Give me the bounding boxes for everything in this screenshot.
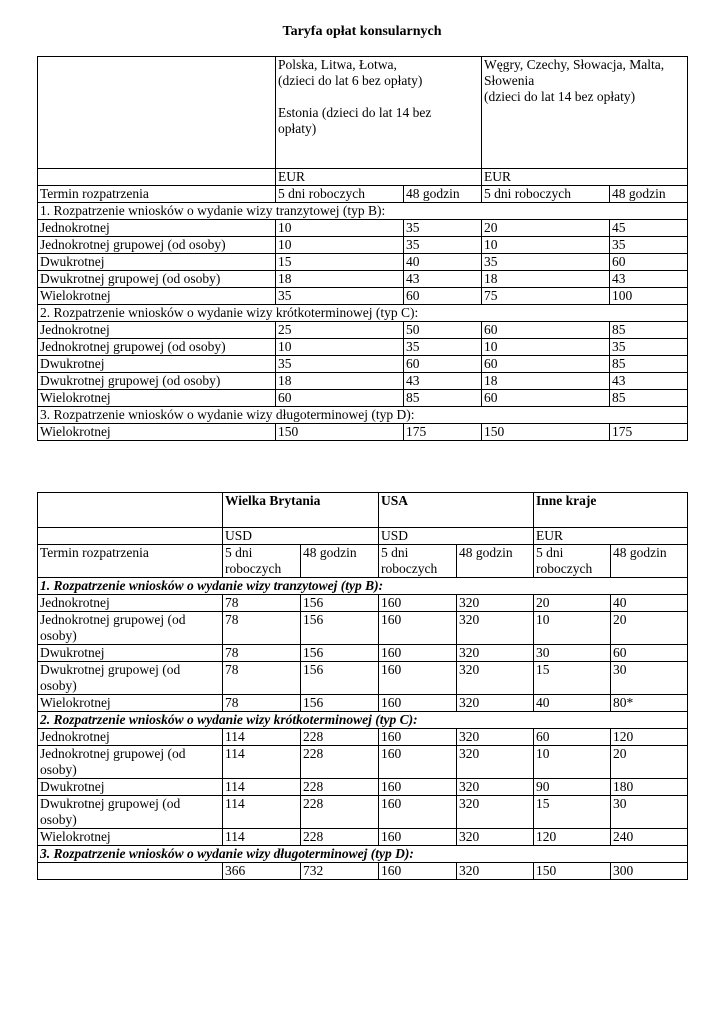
section-title: 1. Rozpatrzenie wniosków o wydanie wizy tranzytowej (typ B): — [38, 578, 688, 595]
empty-currency-label-cell — [38, 169, 276, 186]
fee-cell: 80* — [611, 695, 688, 712]
country-currency: EUR — [534, 528, 688, 545]
table-row — [38, 254, 688, 271]
fee-cell: 78 — [223, 612, 301, 645]
fee-cell: 35 — [482, 254, 610, 271]
fee-cell: 15 — [534, 662, 611, 695]
section-title: 1. Rozpatrzenie wniosków o wydanie wizy tranzytowej (typ B): — [38, 203, 688, 220]
fee-cell: 114 — [223, 829, 301, 846]
fee-cell: 150 — [534, 863, 611, 880]
fee-cell: 78 — [223, 595, 301, 612]
fee-cell: 25 — [276, 322, 404, 339]
fee-cell: 60 — [482, 390, 610, 407]
fee-cell: 75 — [482, 288, 610, 305]
fee-cell: 175 — [610, 424, 688, 441]
table-row — [38, 424, 688, 441]
fee-cell: 114 — [223, 729, 301, 746]
table-row — [38, 339, 688, 356]
fee-cell: 320 — [457, 612, 534, 645]
visa-type-label: Dwukrotnej grupowej (od osoby) — [38, 373, 276, 390]
fee-cell: 228 — [301, 829, 379, 846]
fee-cell: 320 — [457, 829, 534, 846]
visa-type-label-line: Jednokrotnej grupowej (od — [40, 612, 186, 627]
section-title: 2. Rozpatrzenie wniosków o wydanie wizy krótkoterminowej (typ C): — [38, 305, 688, 322]
fee-cell: 150 — [482, 424, 610, 441]
page-title: Taryfa opłat konsularnych — [282, 24, 442, 39]
table-row — [38, 829, 688, 846]
fee-cell: 78 — [223, 645, 301, 662]
fee-cell: 320 — [457, 662, 534, 695]
table-row — [38, 863, 688, 880]
fee-cell: 85 — [610, 356, 688, 373]
col-48h: 48 godzin — [301, 545, 379, 578]
table-row — [38, 271, 688, 288]
group-b-line: Słowenia — [484, 73, 535, 88]
fee-cell: 320 — [457, 746, 534, 779]
col-5dni-line: 5 dni — [225, 545, 253, 560]
fee-cell: 40 — [611, 595, 688, 612]
col-5dni: 5 dni roboczych — [276, 186, 404, 203]
fee-cell: 30 — [611, 662, 688, 695]
fee-cell: 320 — [457, 695, 534, 712]
visa-type-label: Jednokrotnej grupowej (od osoby) — [38, 237, 276, 254]
fee-cell: 35 — [276, 288, 404, 305]
table-row — [38, 322, 688, 339]
visa-type-label — [38, 779, 223, 796]
fee-cell: 15 — [534, 796, 611, 829]
fee-cell: 60 — [610, 254, 688, 271]
table-row — [38, 612, 688, 645]
visa-type-label: Dwukrotnej grupowej (od osoby) — [38, 271, 276, 288]
visa-type-label — [38, 695, 223, 712]
table-row — [38, 220, 688, 237]
visa-type-label — [38, 746, 223, 779]
fee-cell: 320 — [457, 863, 534, 880]
table-row — [38, 779, 688, 796]
fee-cell: 60 — [276, 390, 404, 407]
termin-label: Termin rozpatrzenia — [38, 186, 276, 203]
country-currency: USD — [223, 528, 379, 545]
fee-cell: 120 — [534, 829, 611, 846]
fee-cell: 10 — [482, 237, 610, 254]
fee-cell: 100 — [610, 288, 688, 305]
visa-type-label: Jednokrotnej — [38, 322, 276, 339]
group-b-header — [482, 57, 688, 169]
col-48h: 48 godzin — [457, 545, 534, 578]
group-a-line — [278, 89, 479, 105]
visa-type-label: Jednokrotnej — [38, 220, 276, 237]
fee-cell: 160 — [379, 662, 457, 695]
fee-cell: 85 — [610, 322, 688, 339]
country-header: USA — [379, 493, 534, 528]
group-a-header — [276, 57, 482, 169]
fee-cell: 156 — [301, 595, 379, 612]
fee-cell: 114 — [223, 779, 301, 796]
section-title: 3. Rozpatrzenie wniosków o wydanie wizy długoterminowej (typ D): — [38, 846, 688, 863]
fee-cell: 320 — [457, 729, 534, 746]
visa-type-label-line: Dwukrotnej grupowej (od — [40, 662, 181, 677]
visa-type-label — [38, 645, 223, 662]
fee-cell: 320 — [457, 645, 534, 662]
fee-cell: 35 — [276, 356, 404, 373]
visa-type-label: Wielokrotnej — [38, 390, 276, 407]
visa-type-label — [38, 595, 223, 612]
fee-cell: 320 — [457, 595, 534, 612]
visa-type-label-line: Dwukrotnej grupowej (od — [40, 796, 181, 811]
table-row — [38, 373, 688, 390]
col-5dni: 5 dni roboczych — [482, 186, 610, 203]
fee-cell: 180 — [611, 779, 688, 796]
visa-type-label: Wielokrotnej — [38, 288, 276, 305]
fee-cell: 40 — [534, 695, 611, 712]
fee-cell: 85 — [404, 390, 482, 407]
fee-cell: 40 — [404, 254, 482, 271]
fee-cell: 20 — [611, 746, 688, 779]
col-5dni-line: 5 dni — [536, 545, 564, 560]
fee-cell: 10 — [534, 746, 611, 779]
group-a-line: Polska, Litwa, Łotwa, — [278, 57, 397, 72]
fee-cell: 30 — [534, 645, 611, 662]
fee-cell: 160 — [379, 829, 457, 846]
fee-cell: 20 — [482, 220, 610, 237]
fee-cell: 18 — [482, 271, 610, 288]
fee-cell: 43 — [404, 373, 482, 390]
table-row — [38, 237, 688, 254]
fee-cell: 30 — [611, 796, 688, 829]
fee-cell: 35 — [404, 220, 482, 237]
fee-cell: 156 — [301, 612, 379, 645]
fee-table-neighbors — [37, 56, 688, 441]
visa-type-label — [38, 662, 223, 695]
visa-type-label-line: Jednokrotnej — [40, 729, 110, 744]
visa-type-label: Dwukrotnej — [38, 356, 276, 373]
visa-type-label: Wielokrotnej — [38, 424, 276, 441]
visa-type-label-line — [40, 863, 220, 879]
fee-cell: 10 — [276, 220, 404, 237]
fee-cell: 228 — [301, 779, 379, 796]
fee-cell: 35 — [610, 339, 688, 356]
table1-header-row — [38, 57, 688, 169]
fee-cell: 366 — [223, 863, 301, 880]
fee-cell: 150 — [276, 424, 404, 441]
col-48h: 48 godzin — [610, 186, 688, 203]
visa-type-label: Dwukrotnej — [38, 254, 276, 271]
visa-type-label — [38, 729, 223, 746]
fee-cell: 156 — [301, 695, 379, 712]
table-row — [38, 595, 688, 612]
fee-cell: 300 — [611, 863, 688, 880]
fee-cell: 20 — [534, 595, 611, 612]
fee-cell: 160 — [379, 746, 457, 779]
group-a-line: Estonia (dzieci do lat 14 bez — [278, 105, 432, 120]
fee-cell: 160 — [379, 595, 457, 612]
group-a-currency: EUR — [276, 169, 482, 186]
fee-cell: 156 — [301, 662, 379, 695]
visa-type-label-line: Dwukrotnej — [40, 779, 105, 794]
fee-cell: 228 — [301, 796, 379, 829]
fee-cell: 156 — [301, 645, 379, 662]
empty-corner-cell — [38, 493, 223, 528]
section-title: 3. Rozpatrzenie wniosków o wydanie wizy długoterminowej (typ D): — [38, 407, 688, 424]
col-5dni-line: roboczych — [536, 561, 593, 576]
fee-cell: 160 — [379, 796, 457, 829]
fee-cell: 35 — [610, 237, 688, 254]
fee-cell: 18 — [276, 373, 404, 390]
fee-cell: 18 — [482, 373, 610, 390]
fee-cell: 10 — [276, 237, 404, 254]
fee-cell: 60 — [404, 288, 482, 305]
fee-cell: 43 — [610, 271, 688, 288]
country-header: Wielka Brytania — [223, 493, 379, 528]
fee-cell: 45 — [610, 220, 688, 237]
visa-type-label-line: Wielokrotnej — [40, 695, 111, 710]
table-row — [38, 288, 688, 305]
visa-type-label-line: osoby) — [40, 762, 77, 777]
col-5dni-line: roboczych — [381, 561, 438, 576]
fee-cell: 160 — [379, 645, 457, 662]
col-48h: 48 godzin — [404, 186, 482, 203]
col-48h: 48 godzin — [611, 545, 688, 578]
group-b-currency: EUR — [482, 169, 688, 186]
fee-cell: 320 — [457, 796, 534, 829]
fee-cell: 160 — [379, 779, 457, 796]
group-a-line: (dzieci do lat 6 bez opłaty) — [278, 73, 423, 88]
table-row — [38, 746, 688, 779]
group-b-line: Węgry, Czechy, Słowacja, Malta, — [484, 57, 665, 72]
fee-cell: 732 — [301, 863, 379, 880]
fee-cell: 78 — [223, 695, 301, 712]
fee-cell: 160 — [379, 612, 457, 645]
section-title: 2. Rozpatrzenie wniosków o wydanie wizy krótkoterminowej (typ C): — [38, 712, 688, 729]
group-a-line: opłaty) — [278, 121, 317, 136]
col-5dni-line: roboczych — [225, 561, 282, 576]
fee-cell: 120 — [611, 729, 688, 746]
fee-cell: 114 — [223, 746, 301, 779]
fee-cell: 60 — [482, 322, 610, 339]
fee-cell: 10 — [276, 339, 404, 356]
table-row — [38, 662, 688, 695]
visa-type-label — [38, 829, 223, 846]
country-currency: USD — [379, 528, 534, 545]
fee-cell: 60 — [404, 356, 482, 373]
table-row — [38, 796, 688, 829]
col-5dni-line: 5 dni — [381, 545, 409, 560]
fee-cell: 43 — [404, 271, 482, 288]
visa-type-label-line: osoby) — [40, 812, 77, 827]
country-header: Inne kraje — [534, 493, 688, 528]
visa-type-label-line: Jednokrotnej — [40, 595, 110, 610]
table-row — [38, 695, 688, 712]
fee-cell: 60 — [611, 645, 688, 662]
fee-cell: 228 — [301, 729, 379, 746]
fee-cell: 50 — [404, 322, 482, 339]
fee-cell: 228 — [301, 746, 379, 779]
table-row — [38, 645, 688, 662]
fee-cell: 240 — [611, 829, 688, 846]
col-5dni — [223, 545, 301, 578]
visa-type-label — [38, 863, 223, 880]
table-row — [38, 729, 688, 746]
visa-type-label-line: osoby) — [40, 678, 77, 693]
fee-cell: 60 — [482, 356, 610, 373]
table-row — [38, 390, 688, 407]
fee-cell: 160 — [379, 729, 457, 746]
empty-currency-label-cell — [38, 528, 223, 545]
fee-cell: 43 — [610, 373, 688, 390]
fee-cell: 78 — [223, 662, 301, 695]
visa-type-label-line: Wielokrotnej — [40, 829, 111, 844]
fee-cell: 114 — [223, 796, 301, 829]
fee-cell: 160 — [379, 863, 457, 880]
visa-type-label-line: Jednokrotnej grupowej (od — [40, 746, 186, 761]
col-5dni — [379, 545, 457, 578]
termin-label: Termin rozpatrzenia — [38, 545, 223, 578]
table-row — [38, 356, 688, 373]
empty-corner-cell — [38, 57, 276, 169]
fee-cell: 10 — [534, 612, 611, 645]
fee-table-other-countries — [37, 492, 688, 880]
visa-type-label — [38, 796, 223, 829]
visa-type-label — [38, 612, 223, 645]
fee-cell: 85 — [610, 390, 688, 407]
fee-cell: 60 — [534, 729, 611, 746]
visa-type-label: Jednokrotnej grupowej (od osoby) — [38, 339, 276, 356]
visa-type-label-line: Dwukrotnej — [40, 645, 105, 660]
fee-cell: 320 — [457, 779, 534, 796]
fee-cell: 20 — [611, 612, 688, 645]
fee-cell: 35 — [404, 339, 482, 356]
fee-cell: 160 — [379, 695, 457, 712]
fee-cell: 18 — [276, 271, 404, 288]
fee-cell: 15 — [276, 254, 404, 271]
group-b-line: (dzieci do lat 14 bez opłaty) — [484, 89, 636, 104]
fee-cell: 90 — [534, 779, 611, 796]
fee-cell: 10 — [482, 339, 610, 356]
fee-cell: 35 — [404, 237, 482, 254]
col-5dni — [534, 545, 611, 578]
visa-type-label-line: osoby) — [40, 628, 77, 643]
fee-cell: 175 — [404, 424, 482, 441]
